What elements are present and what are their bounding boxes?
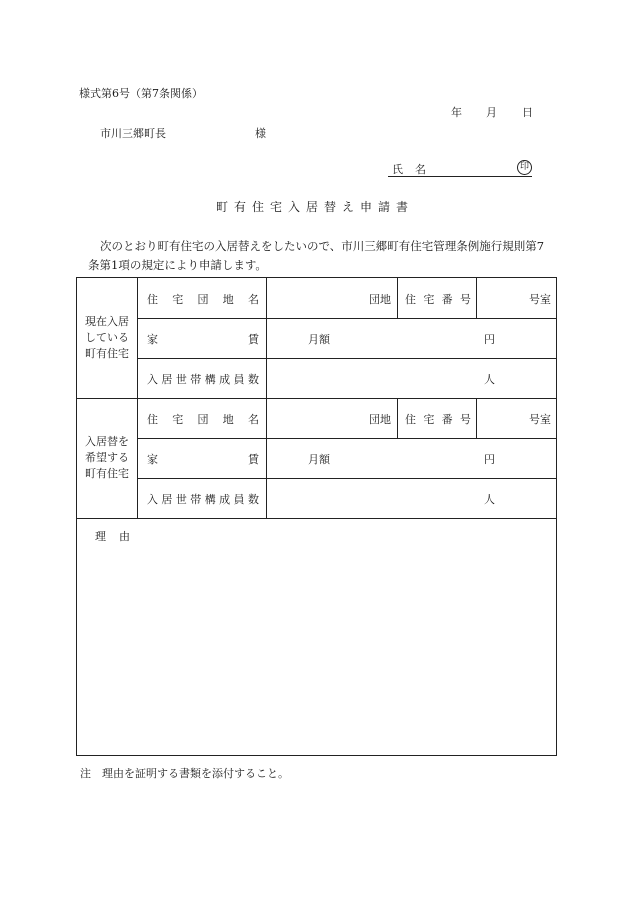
- label-char: 住: [405, 413, 416, 426]
- desired-monthly-label: 月額: [308, 453, 330, 466]
- label-char: 入: [147, 373, 158, 386]
- label-char: 番: [441, 413, 453, 426]
- label-char: 宅: [172, 413, 184, 426]
- desired-yen-unit: 円: [484, 453, 495, 466]
- label-char: 団: [197, 413, 209, 426]
- label-char: 世: [175, 493, 187, 506]
- current-estate-name-label: [147, 291, 259, 307]
- current-rent-label: [147, 331, 259, 347]
- label-char: 帯: [190, 373, 202, 386]
- label-char: 数: [247, 493, 259, 506]
- label-char: 号: [459, 293, 471, 306]
- statement-line-2: 条第1項の規定により申請します。: [88, 258, 267, 272]
- attachment-note: 注 理由を証明する書類を添付すること。: [80, 767, 289, 780]
- label-char: 宅: [423, 293, 435, 306]
- label-char: 地: [222, 413, 234, 426]
- label-char: 番: [441, 293, 453, 306]
- date-line: [451, 104, 533, 120]
- desired-rent-label: [147, 451, 259, 467]
- desired-estate-unit: 団地: [369, 413, 391, 426]
- statement-line-1: 次のとおり町有住宅の入居替えをしたいので、市川三郷町有住宅管理条例施行規則第7: [100, 239, 545, 253]
- label-char: 世: [175, 373, 187, 386]
- reason-label-2: 由: [119, 530, 130, 543]
- desired-housing-label: [77, 434, 137, 482]
- current-rent-field[interactable]: [266, 318, 557, 358]
- current-estate-unit: 団地: [369, 293, 391, 306]
- current-household-field[interactable]: [266, 358, 557, 398]
- rent-label-char: 家: [147, 453, 158, 466]
- label-char: 地: [222, 293, 234, 306]
- desired-persons-unit: 人: [484, 493, 495, 506]
- application-statement: [88, 237, 568, 275]
- label-char: 居: [161, 493, 173, 506]
- desired-room-unit: 号室: [529, 413, 551, 426]
- month-label: 月: [486, 106, 497, 119]
- label-char: 入: [147, 493, 158, 506]
- current-monthly-label: 月額: [308, 333, 330, 346]
- applicant-name-field[interactable]: [388, 162, 532, 177]
- label-char: 住: [147, 413, 158, 426]
- desired-rent-field[interactable]: [266, 438, 557, 478]
- honorific: 様: [255, 127, 266, 140]
- label-char: 員: [233, 493, 245, 506]
- desired-household-field[interactable]: [266, 478, 557, 518]
- reason-field[interactable]: [77, 518, 557, 755]
- label-char: 住: [405, 293, 416, 306]
- label-char: 宅: [423, 413, 435, 426]
- current-household-label: [147, 371, 259, 387]
- name-label-1: 氏: [392, 163, 403, 176]
- application-table: [76, 277, 557, 756]
- desired-label-line: 入居替を: [85, 435, 129, 448]
- rent-label-char: 賃: [248, 333, 259, 346]
- name-label-2: 名: [415, 163, 426, 176]
- addressee: [100, 125, 266, 141]
- form-number: 様式第6号（第7条関係）: [79, 87, 203, 100]
- desired-house-number-label: [405, 411, 471, 427]
- day-label: 日: [522, 106, 533, 119]
- label-char: 宅: [172, 293, 184, 306]
- document-title: 町有住宅入居替え申請書: [215, 200, 414, 214]
- current-persons-unit: 人: [484, 373, 495, 386]
- current-label-line: 町有住宅: [85, 347, 129, 360]
- current-housing-label: [77, 314, 137, 362]
- label-char: 団: [197, 293, 209, 306]
- seal-mark: 印: [517, 160, 532, 175]
- label-char: 成: [219, 373, 231, 386]
- desired-household-label: [147, 491, 259, 507]
- label-char: 数: [247, 373, 259, 386]
- label-char: 構: [204, 493, 216, 506]
- desired-label-line: 希望する: [85, 451, 129, 464]
- desired-estate-name-label: [147, 411, 259, 427]
- label-char: 号: [459, 413, 471, 426]
- year-label: 年: [451, 106, 462, 119]
- current-yen-unit: 円: [484, 333, 495, 346]
- current-house-number-field[interactable]: [476, 278, 557, 318]
- label-char: 名: [248, 413, 259, 426]
- label-char: 帯: [190, 493, 202, 506]
- label-char: 居: [161, 373, 173, 386]
- current-label-line: 現在入居: [85, 315, 129, 328]
- label-char: 構: [204, 373, 216, 386]
- addressee-name: 市川三郷町長: [100, 127, 166, 140]
- desired-label-line: 町有住宅: [85, 467, 129, 480]
- label-char: 住: [147, 293, 158, 306]
- label-char: 員: [233, 373, 245, 386]
- current-estate-name-field[interactable]: [266, 278, 397, 318]
- label-char: 成: [219, 493, 231, 506]
- current-room-unit: 号室: [529, 293, 551, 306]
- desired-house-number-field[interactable]: [476, 398, 557, 438]
- current-label-line: している: [85, 331, 129, 344]
- desired-estate-name-field[interactable]: [266, 398, 397, 438]
- reason-label-1: 理: [95, 530, 106, 543]
- rent-label-char: 賃: [248, 453, 259, 466]
- label-char: 名: [248, 293, 259, 306]
- rent-label-char: 家: [147, 333, 158, 346]
- current-house-number-label: [405, 291, 471, 307]
